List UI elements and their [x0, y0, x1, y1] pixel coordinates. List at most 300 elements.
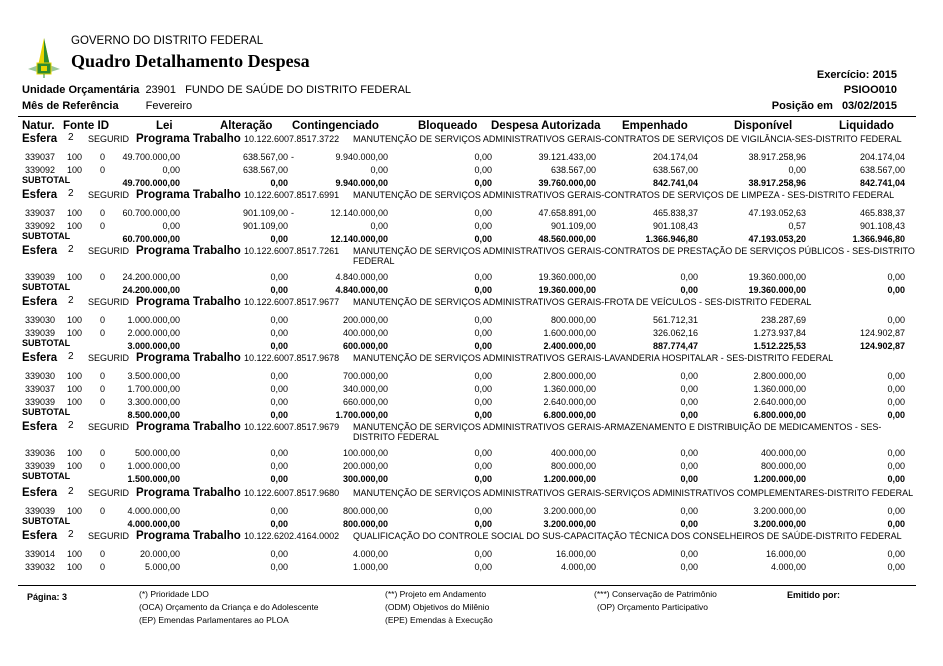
- subtotal-lei: 4.000.000,00: [127, 519, 180, 529]
- cell-disponivel: 0,57: [788, 221, 806, 231]
- esfera-label: Esfera: [22, 133, 58, 145]
- cell-empenhado: 0,00: [680, 384, 698, 394]
- cell-natur: 339037: [25, 384, 56, 394]
- cell-contingenciado: 700.000,00: [342, 371, 388, 381]
- cell-bloqueado: 0,00: [474, 397, 492, 407]
- col-disponivel: Disponível: [734, 120, 793, 132]
- cell-bloqueado: 0,00: [474, 208, 492, 218]
- cell-id: 0: [100, 461, 106, 471]
- cell-disponivel: 0,00: [788, 165, 806, 175]
- table-row: [0, 549, 943, 561]
- esfera-number: 2: [68, 132, 74, 143]
- subtotal-bloqueado: 0,00: [474, 410, 492, 420]
- cell-liquidado: 0,00: [887, 461, 905, 471]
- cell-despesa: 1.600.000,00: [543, 328, 596, 338]
- cell-contingenciado: 1.000,00: [352, 562, 388, 572]
- report-code: PSIOO010: [843, 84, 897, 96]
- programa-code: 10.122.6202.4164.0002: [244, 531, 340, 541]
- cell-liquidado: 0,00: [887, 506, 905, 516]
- subtotal-label: SUBTOTAL: [22, 231, 71, 241]
- cell-lei: 20.000,00: [139, 549, 180, 559]
- exercicio-value: 2015: [872, 69, 897, 81]
- cell-liquidado: 901.108,43: [859, 221, 905, 231]
- cell-alteracao-sign: -: [291, 152, 294, 162]
- cell-alteracao: 0,00: [270, 328, 288, 338]
- organization-name: GOVERNO DO DISTRITO FEDERAL: [71, 35, 264, 47]
- subtotal-alteracao: 0,00: [270, 519, 288, 529]
- col-bloqueado: Bloqueado: [418, 120, 478, 132]
- segurid-label: SEGURID: [88, 297, 130, 307]
- subtotal-contingenciado: 300.000,00: [342, 474, 388, 484]
- footer-divider: [18, 585, 916, 586]
- cell-despesa: 1.360.000,00: [543, 384, 596, 394]
- cell-disponivel: 400.000,00: [760, 448, 806, 458]
- cell-liquidado: 0,00: [887, 384, 905, 394]
- esfera-header: [22, 296, 932, 310]
- subtotal-label: SUBTOTAL: [22, 282, 71, 292]
- cell-alteracao: 901.109,00: [242, 221, 288, 231]
- cell-id: 0: [100, 152, 106, 162]
- subtotal-label: SUBTOTAL: [22, 471, 71, 481]
- esfera-number: 2: [68, 351, 74, 362]
- programa-code: 10.122.6007.8517.9680: [244, 488, 340, 498]
- subtotal-alteracao: 0,00: [270, 341, 288, 351]
- esfera-label: Esfera: [22, 189, 58, 201]
- subtotal-disponivel: 6.800.000,00: [753, 410, 806, 420]
- col-fonte-id: Fonte ID: [63, 120, 109, 132]
- programa-trabalho-label: Programa Trabalho: [136, 245, 241, 257]
- cell-id: 0: [100, 448, 106, 458]
- cell-fonte: 100: [67, 371, 83, 381]
- cell-lei: 1.000.000,00: [127, 461, 180, 471]
- subtotal-lei: 8.500.000,00: [127, 410, 180, 420]
- emitido-por: Emitido por:: [787, 590, 840, 600]
- cell-natur: 339039: [25, 328, 56, 338]
- cell-liquidado: 124.902,87: [859, 328, 905, 338]
- table-row: [0, 384, 943, 396]
- segurid-label: SEGURID: [88, 531, 130, 541]
- table-row: [0, 221, 943, 233]
- cell-lei: 3.500.000,00: [127, 371, 180, 381]
- cell-liquidado: 465.838,37: [859, 208, 905, 218]
- cell-empenhado: 0,00: [680, 272, 698, 282]
- cell-contingenciado: 0,00: [370, 165, 388, 175]
- cell-despesa: 3.200.000,00: [543, 506, 596, 516]
- cell-despesa: 800.000,00: [550, 315, 596, 325]
- programa-code: 10.122.6007.8517.6991: [244, 190, 340, 200]
- programa-description: MANUTENÇÃO DE SERVIÇOS ADMINISTRATIVOS GERAIS-CONTRATOS DE SERVIÇOS DE VIGILÂNCIA-SES-DISTRITO FEDERAL: [353, 134, 902, 144]
- subtotal-contingenciado: 800.000,00: [342, 519, 388, 529]
- programa-trabalho-label: Programa Trabalho: [136, 487, 241, 499]
- subtotal-empenhado: 887.774,47: [652, 341, 698, 351]
- cell-alteracao: 0,00: [270, 371, 288, 381]
- cell-alteracao: 0,00: [270, 272, 288, 282]
- cell-fonte: 100: [67, 315, 83, 325]
- mes-referencia: [22, 100, 192, 112]
- subtotal-disponivel: 1.200.000,00: [753, 474, 806, 484]
- subtotal-liquidado: 0,00: [887, 519, 905, 529]
- cell-id: 0: [100, 371, 106, 381]
- cell-contingenciado: 100.000,00: [342, 448, 388, 458]
- cell-despesa: 39.121.433,00: [538, 152, 596, 162]
- cell-contingenciado: 340.000,00: [342, 384, 388, 394]
- cell-lei: 1.700.000,00: [127, 384, 180, 394]
- col-alteracao: Alteração: [220, 120, 273, 132]
- cell-liquidado: 0,00: [887, 397, 905, 407]
- posicao-label: Posição em: [771, 100, 833, 112]
- subtotal-empenhado: 0,00: [680, 519, 698, 529]
- unidade-label: Unidade Orçamentária: [22, 84, 140, 96]
- cell-bloqueado: 0,00: [474, 371, 492, 381]
- cell-disponivel: 2.800.000,00: [753, 371, 806, 381]
- esfera-label: Esfera: [22, 352, 58, 364]
- cell-fonte: 100: [67, 549, 83, 559]
- cell-disponivel: 4.000,00: [770, 562, 806, 572]
- cell-bloqueado: 0,00: [474, 272, 492, 282]
- legend-odm: (ODM) Objetivos do Milênio: [385, 602, 490, 612]
- esfera-header: [22, 189, 932, 203]
- legend-prioridade-ldo: (*) Prioridade LDO: [139, 589, 209, 599]
- cell-lei: 4.000.000,00: [127, 506, 180, 516]
- cell-alteracao: 0,00: [270, 315, 288, 325]
- cell-id: 0: [100, 315, 106, 325]
- cell-bloqueado: 0,00: [474, 549, 492, 559]
- mes-label: Mês de Referência: [22, 100, 119, 112]
- subtotal-despesa: 6.800.000,00: [543, 410, 596, 420]
- cell-empenhado: 561.712,31: [652, 315, 698, 325]
- col-natur: Natur.: [22, 120, 55, 132]
- exercicio: [817, 69, 897, 81]
- subtotal-disponivel: 3.200.000,00: [753, 519, 806, 529]
- table-row: [0, 562, 943, 574]
- cell-fonte: 100: [67, 397, 83, 407]
- unidade-code: 23901: [145, 84, 177, 96]
- esfera-number: 2: [68, 295, 74, 306]
- cell-fonte: 100: [67, 448, 83, 458]
- report-title: Quadro Detalhamento Despesa: [71, 51, 310, 71]
- legend-op: (OP) Orçamento Participativo: [597, 602, 709, 612]
- cell-despesa: 901.109,00: [550, 221, 596, 231]
- cell-liquidado: 0,00: [887, 272, 905, 282]
- cell-contingenciado: 9.940.000,00: [335, 152, 388, 162]
- subtotal-liquidado: 1.366.946,80: [852, 234, 905, 244]
- cell-lei: 49.700.000,00: [122, 152, 180, 162]
- cell-id: 0: [100, 272, 106, 282]
- esfera-label: Esfera: [22, 487, 58, 499]
- cell-alteracao: 0,00: [270, 506, 288, 516]
- col-despesa-autorizada: Despesa Autorizada: [491, 120, 601, 132]
- subtotal-row: [0, 471, 943, 486]
- cell-empenhado: 465.838,37: [652, 208, 698, 218]
- cell-empenhado: 0,00: [680, 371, 698, 381]
- esfera-label: Esfera: [22, 530, 58, 542]
- esfera-header: [22, 352, 932, 366]
- cell-empenhado: 0,00: [680, 506, 698, 516]
- cell-empenhado: 0,00: [680, 549, 698, 559]
- cell-contingenciado: 200.000,00: [342, 315, 388, 325]
- cell-fonte: 100: [67, 272, 83, 282]
- programa-code: 10.122.6007.8517.9678: [244, 353, 340, 363]
- cell-liquidado: 0,00: [887, 448, 905, 458]
- esfera-header: [22, 244, 932, 266]
- cell-id: 0: [100, 397, 106, 407]
- cell-liquidado: 638.567,00: [859, 165, 905, 175]
- cell-despesa: 800.000,00: [550, 461, 596, 471]
- esfera-label: Esfera: [22, 296, 58, 308]
- cell-alteracao-sign: -: [291, 208, 294, 218]
- cell-bloqueado: 0,00: [474, 562, 492, 572]
- esfera-label: Esfera: [22, 421, 58, 433]
- cell-empenhado: 0,00: [680, 448, 698, 458]
- legend-epe: (EPE) Emendas à Execução: [385, 615, 493, 625]
- cell-lei: 60.700.000,00: [122, 208, 180, 218]
- programa-trabalho-label: Programa Trabalho: [136, 296, 241, 308]
- subtotal-disponivel: 38.917.258,96: [748, 178, 806, 188]
- programa-description: MANUTENÇÃO DE SERVIÇOS ADMINISTRATIVOS GERAIS-LAVANDERIA HOSPITALAR - SES-DISTRITO FEDERAL: [353, 353, 834, 363]
- programa-trabalho-label: Programa Trabalho: [136, 133, 241, 145]
- cell-alteracao: 0,00: [270, 397, 288, 407]
- subtotal-bloqueado: 0,00: [474, 474, 492, 484]
- cell-liquidado: 0,00: [887, 315, 905, 325]
- cell-natur: 339092: [25, 221, 56, 231]
- subtotal-empenhado: 0,00: [680, 474, 698, 484]
- cell-id: 0: [100, 549, 106, 559]
- cell-empenhado: 901.108,43: [652, 221, 698, 231]
- cell-fonte: 100: [67, 562, 83, 572]
- cell-natur: 339037: [25, 208, 56, 218]
- cell-id: 0: [100, 384, 106, 394]
- table-row: [0, 448, 943, 460]
- cell-liquidado: 204.174,04: [859, 152, 905, 162]
- segurid-label: SEGURID: [88, 488, 130, 498]
- cell-empenhado: 204.174,04: [652, 152, 698, 162]
- cell-bloqueado: 0,00: [474, 448, 492, 458]
- subtotal-disponivel: 19.360.000,00: [748, 285, 806, 295]
- posicao-value: 03/02/2015: [841, 100, 897, 112]
- esfera-number: 2: [68, 188, 74, 199]
- programa-trabalho-label: Programa Trabalho: [136, 352, 241, 364]
- subtotal-alteracao: 0,00: [270, 285, 288, 295]
- programa-code: 10.122.6007.8517.9677: [244, 297, 340, 307]
- programa-trabalho-label: Programa Trabalho: [136, 421, 241, 433]
- subtotal-despesa: 1.200.000,00: [543, 474, 596, 484]
- programa-trabalho-label: Programa Trabalho: [136, 189, 241, 201]
- cell-alteracao: 0,00: [270, 448, 288, 458]
- esfera-header: [22, 133, 932, 147]
- cell-alteracao: 0,00: [270, 549, 288, 559]
- cell-despesa: 16.000,00: [555, 549, 596, 559]
- programa-description: MANUTENÇÃO DE SERVIÇOS ADMINISTRATIVOS GERAIS-ARMAZENAMENTO E DISTRIBUIÇÃO DE MEDICAMENTOS - SES-DISTRITO FEDERAL: [353, 422, 882, 442]
- header-divider: [18, 116, 916, 117]
- legend-projeto-andamento: (**) Projeto em Andamento: [385, 589, 487, 599]
- segurid-label: SEGURID: [88, 190, 130, 200]
- cell-liquidado: 0,00: [887, 562, 905, 572]
- cell-disponivel: 3.200.000,00: [753, 506, 806, 516]
- esfera-header: [22, 530, 932, 544]
- unidade-name: FUNDO DE SAÚDE DO DISTRITO FEDERAL: [185, 84, 412, 96]
- cell-disponivel: 1.273.937,84: [753, 328, 806, 338]
- segurid-label: SEGURID: [88, 134, 130, 144]
- cell-alteracao: 0,00: [270, 562, 288, 572]
- table-row: [0, 315, 943, 327]
- subtotal-label: SUBTOTAL: [22, 338, 71, 348]
- table-row: [0, 208, 943, 220]
- cell-lei: 2.000.000,00: [127, 328, 180, 338]
- subtotal-despesa: 48.560.000,00: [538, 234, 596, 244]
- cell-id: 0: [100, 562, 106, 572]
- subtotal-label: SUBTOTAL: [22, 175, 71, 185]
- table-row: [0, 371, 943, 383]
- segurid-label: SEGURID: [88, 246, 130, 256]
- cell-bloqueado: 0,00: [474, 221, 492, 231]
- subtotal-lei: 1.500.000,00: [127, 474, 180, 484]
- programa-description: MANUTENÇÃO DE SERVIÇOS ADMINISTRATIVOS GERAIS-FROTA DE VEÍCULOS - SES-DISTRITO FEDERAL: [353, 297, 812, 307]
- table-row: [0, 461, 943, 473]
- legend-conservacao-patrimonio: (***) Conservação de Patrimônio: [594, 589, 717, 599]
- cell-fonte: 100: [67, 328, 83, 338]
- cell-id: 0: [100, 208, 106, 218]
- cell-contingenciado: 660.000,00: [342, 397, 388, 407]
- pagina-value: 3: [62, 592, 68, 602]
- subtotal-disponivel: 47.193.053,20: [748, 234, 806, 244]
- exercicio-label: Exercício:: [816, 69, 870, 81]
- subtotal-lei: 3.000.000,00: [127, 341, 180, 351]
- esfera-number: 2: [68, 486, 74, 497]
- cell-natur: 339014: [25, 549, 56, 559]
- cell-disponivel: 47.193.052,63: [748, 208, 806, 218]
- cell-lei: 500.000,00: [134, 448, 180, 458]
- cell-lei: 24.200.000,00: [122, 272, 180, 282]
- cell-contingenciado: 0,00: [370, 221, 388, 231]
- cell-alteracao: 0,00: [270, 461, 288, 471]
- cell-alteracao: 901.109,00: [242, 208, 288, 218]
- cell-natur: 339030: [25, 371, 56, 381]
- cell-despesa: 400.000,00: [550, 448, 596, 458]
- cell-despesa: 4.000,00: [560, 562, 596, 572]
- subtotal-contingenciado: 4.840.000,00: [335, 285, 388, 295]
- esfera-number: 2: [68, 244, 74, 255]
- esfera-header: [22, 420, 932, 442]
- subtotal-despesa: 19.360.000,00: [538, 285, 596, 295]
- cell-fonte: 100: [67, 384, 83, 394]
- cell-alteracao: 0,00: [270, 384, 288, 394]
- cell-contingenciado: 12.140.000,00: [330, 208, 388, 218]
- subtotal-contingenciado: 1.700.000,00: [335, 410, 388, 420]
- programa-trabalho-label: Programa Trabalho: [136, 530, 241, 542]
- cell-despesa: 638.567,00: [550, 165, 596, 175]
- cell-natur: 339039: [25, 397, 56, 407]
- subtotal-liquidado: 0,00: [887, 285, 905, 295]
- cell-disponivel: 238.287,69: [760, 315, 806, 325]
- cell-despesa: 47.658.891,00: [538, 208, 596, 218]
- cell-id: 0: [100, 328, 106, 338]
- table-row: [0, 165, 943, 177]
- cell-lei: 3.300.000,00: [127, 397, 180, 407]
- cell-natur: 339039: [25, 506, 56, 516]
- subtotal-bloqueado: 0,00: [474, 234, 492, 244]
- legend-ep: (EP) Emendas Parlamentares ao PLOA: [139, 615, 289, 625]
- cell-empenhado: 326.062,16: [652, 328, 698, 338]
- cell-despesa: 2.800.000,00: [543, 371, 596, 381]
- cell-disponivel: 1.360.000,00: [753, 384, 806, 394]
- col-contingenciado: Contingenciado: [292, 120, 379, 132]
- subtotal-bloqueado: 0,00: [474, 178, 492, 188]
- cell-empenhado: 0,00: [680, 397, 698, 407]
- subtotal-despesa: 3.200.000,00: [543, 519, 596, 529]
- cell-despesa: 19.360.000,00: [538, 272, 596, 282]
- mes-value: Fevereiro: [145, 100, 193, 112]
- col-liquidado: Liquidado: [839, 120, 894, 132]
- cell-natur: 339037: [25, 152, 56, 162]
- cell-lei: 0,00: [162, 165, 180, 175]
- cell-liquidado: 0,00: [887, 549, 905, 559]
- cell-lei: 5.000,00: [144, 562, 180, 572]
- segurid-label: SEGURID: [88, 353, 130, 363]
- cell-empenhado: 0,00: [680, 562, 698, 572]
- cell-despesa: 2.640.000,00: [543, 397, 596, 407]
- page-number: [27, 592, 67, 602]
- subtotal-despesa: 39.760.000,00: [538, 178, 596, 188]
- subtotal-bloqueado: 0,00: [474, 519, 492, 529]
- subtotal-alteracao: 0,00: [270, 178, 288, 188]
- cell-natur: 339032: [25, 562, 56, 572]
- subtotal-liquidado: 0,00: [887, 474, 905, 484]
- cell-contingenciado: 4.000,00: [352, 549, 388, 559]
- subtotal-contingenciado: 600.000,00: [342, 341, 388, 351]
- cell-fonte: 100: [67, 221, 83, 231]
- subtotal-empenhado: 0,00: [680, 410, 698, 420]
- subtotal-despesa: 2.400.000,00: [543, 341, 596, 351]
- cell-fonte: 100: [67, 506, 83, 516]
- cell-liquidado: 0,00: [887, 371, 905, 381]
- subtotal-empenhado: 842.741,04: [652, 178, 698, 188]
- posicao: [772, 100, 897, 112]
- table-row: [0, 152, 943, 164]
- subtotal-lei: 24.200.000,00: [122, 285, 180, 295]
- programa-code: 10.122.6007.8517.7261: [244, 246, 340, 256]
- subtotal-disponivel: 1.512.225,53: [753, 341, 806, 351]
- programa-description: QUALIFICAÇÃO DO CONTROLE SOCIAL DO SUS-CAPACITAÇÃO TÉCNICA DOS CONSELHEIROS DE SAÚDE-DISTRITO FEDERAL: [353, 531, 902, 541]
- cell-fonte: 100: [67, 461, 83, 471]
- cell-alteracao: 638.567,00: [242, 152, 288, 162]
- esfera-header: [22, 487, 932, 501]
- cell-bloqueado: 0,00: [474, 328, 492, 338]
- cell-disponivel: 800.000,00: [760, 461, 806, 471]
- col-empenhado: Empenhado: [622, 120, 688, 132]
- table-row: [0, 506, 943, 518]
- cell-contingenciado: 800.000,00: [342, 506, 388, 516]
- col-lei: Lei: [156, 120, 173, 132]
- table-row: [0, 272, 943, 284]
- gdf-logo-icon: [24, 36, 64, 76]
- cell-contingenciado: 4.840.000,00: [335, 272, 388, 282]
- cell-fonte: 100: [67, 152, 83, 162]
- cell-bloqueado: 0,00: [474, 506, 492, 516]
- cell-bloqueado: 0,00: [474, 384, 492, 394]
- cell-lei: 0,00: [162, 221, 180, 231]
- subtotal-alteracao: 0,00: [270, 234, 288, 244]
- subtotal-alteracao: 0,00: [270, 474, 288, 484]
- cell-fonte: 100: [67, 208, 83, 218]
- cell-contingenciado: 400.000,00: [342, 328, 388, 338]
- cell-empenhado: 638.567,00: [652, 165, 698, 175]
- pagina-label: Página:: [27, 592, 60, 602]
- table-row: [0, 328, 943, 340]
- cell-fonte: 100: [67, 165, 83, 175]
- subtotal-contingenciado: 12.140.000,00: [330, 234, 388, 244]
- subtotal-lei: 49.700.000,00: [122, 178, 180, 188]
- subtotal-empenhado: 0,00: [680, 285, 698, 295]
